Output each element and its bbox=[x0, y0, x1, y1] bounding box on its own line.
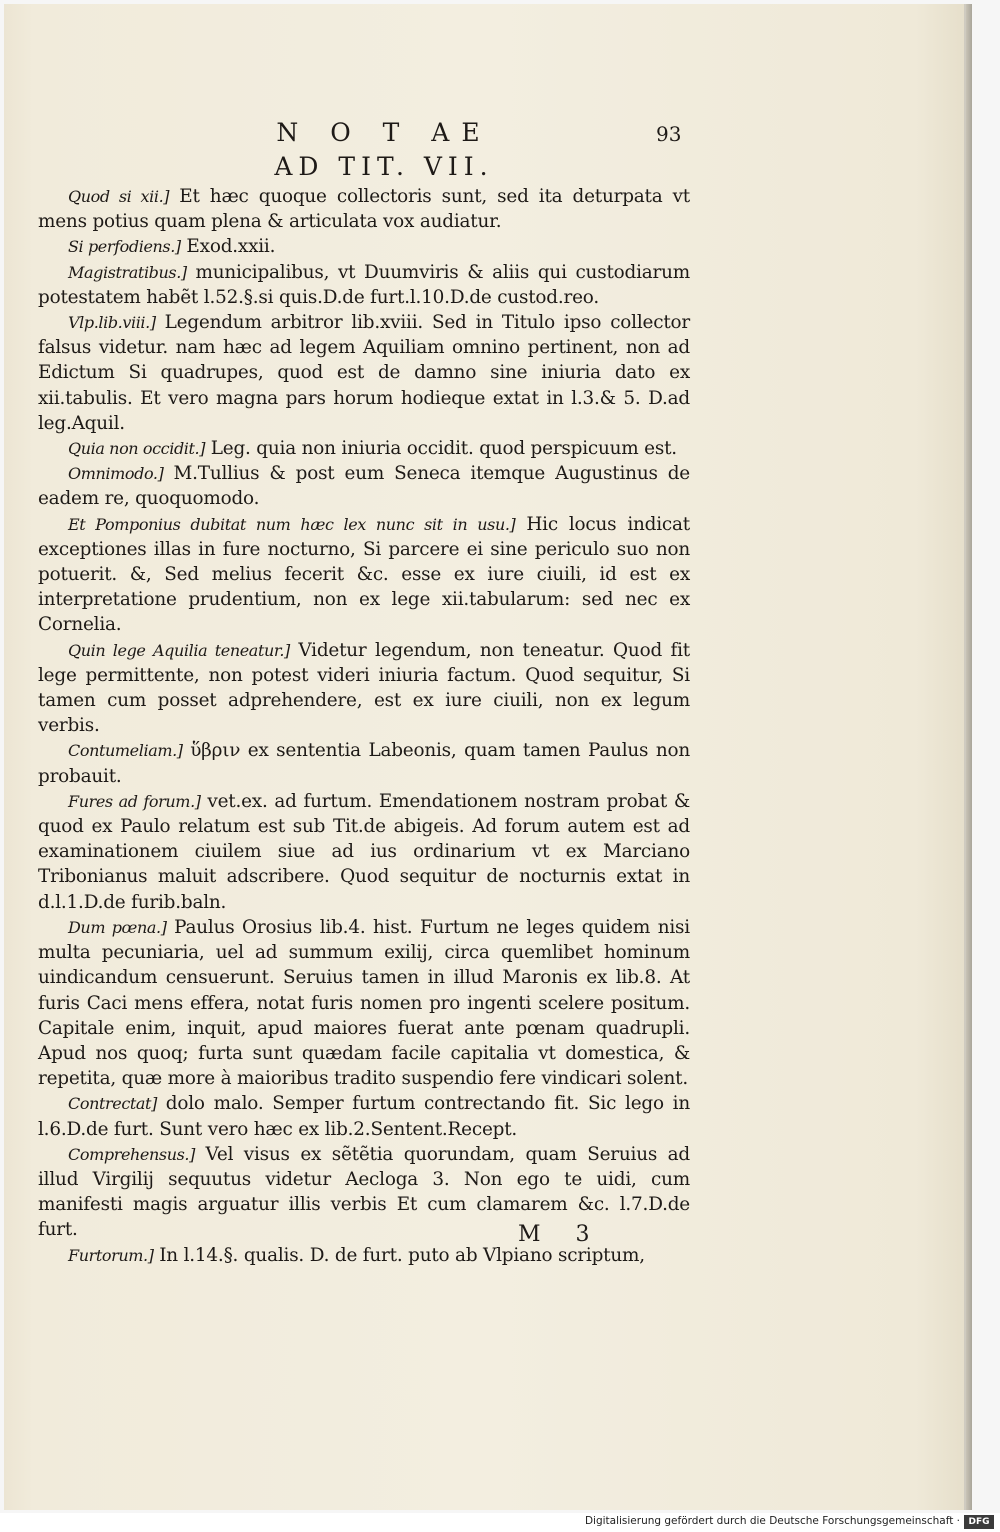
note-paragraph bbox=[38, 638, 690, 739]
note-text: Legendum arbitror lib.xviii. Sed in Titulo ipso collector falsus videtur. nam hæc ad legem Aquiliam omnino pertinent, non ad Edictum Si quadrupes, quod est de damno sine iniuria dato ex xii.tabulis. Et vero magna pars horum hodieque extat in l.3.& 5. D.ad leg.Aquil. bbox=[38, 312, 690, 434]
note-lemma: Si perfodiens.] bbox=[68, 237, 181, 257]
note-paragraph bbox=[38, 260, 690, 310]
signature-mark: M 3 bbox=[518, 1222, 604, 1247]
note-paragraph bbox=[38, 738, 690, 788]
note-lemma: Quia non occidit.] bbox=[68, 439, 206, 459]
note-lemma: Omnimodo.] bbox=[68, 464, 164, 484]
page-edge bbox=[966, 4, 972, 1510]
note-text: Exod.xxii. bbox=[186, 236, 276, 258]
note-text: vet.ex. ad furtum. Emendationem nostram probat & quod ex Paulo relatum est sub Tit.de abigeis. Ad forum autem est ad examinationem ciuilem siue ad ius ordinarium vt ex Marciano Tribonianus maluit adscribere. Quod sequitur de nocturnis extat in d.l.1.D.de furib.baln. bbox=[38, 790, 690, 913]
note-lemma: Quod si xii.] bbox=[68, 187, 170, 206]
note-text: Leg. quia non iniuria occidit. quod perspicuum est. bbox=[210, 438, 677, 460]
page-heading: N O T AE bbox=[276, 118, 492, 147]
page-text-block bbox=[38, 116, 690, 1268]
note-text: Et hæc quoque collectoris sunt, sed ita deturpata vt mens potius quam plena & articulata vox audiatur. bbox=[38, 186, 690, 233]
note-text: Videtur legendum, non teneatur. Quod fit lege permittente, non potest videri iniuria factum. Quod sequitur, Si tamen cum posset adprehendere, est ex iure ciuili, non ex legum verbis. bbox=[38, 639, 690, 737]
note-lemma: Dum pœna.] bbox=[68, 917, 167, 937]
note-lemma: Et Pomponius dubitat num hæc lex nunc sit in usu.] bbox=[68, 514, 516, 534]
note-lemma: Magistratibus.] bbox=[68, 262, 187, 282]
footer-credit: Digitalisierung gefördert durch die Deutsche Forschungsgemeinschaft · bbox=[584, 1515, 960, 1527]
note-paragraph bbox=[38, 1091, 690, 1141]
note-paragraph bbox=[38, 915, 690, 1091]
note-lemma: Comprehensus.] bbox=[68, 1144, 195, 1164]
note-lemma: Fures ad forum.] bbox=[68, 791, 201, 811]
note-text: ὕβριν ex sententia Labeonis, quam tamen Paulus non probauit. bbox=[38, 740, 690, 787]
note-text: Hic locus indicat exceptiones illas in fure nocturno, Si parcere ei sine periculo suo non potuerit. &, Sed melius fecerit &c. esse ex iure ciuili, id est ex interpretatione prudentium, non ex lege xii.tabularum: sed nec ex Cornelia. bbox=[38, 513, 690, 636]
dfg-logo-icon: DFG bbox=[964, 1515, 994, 1529]
note-text: M.Tullius & post eum Seneca itemque Augustinus de eadem re, quoquomodo. bbox=[38, 463, 690, 510]
note-paragraph bbox=[38, 184, 690, 234]
note-text: Vel visus ex sẽtẽtia quorundam, quam Seruius ad illud Virgilij sequutus videtur Aecloga 3. Non ego te uidi, cum manifesti magis arguatur illis verbis Et cum clamarem &c. l.7.D.de furt. bbox=[38, 1143, 690, 1241]
note-paragraph bbox=[38, 789, 690, 915]
note-lemma: Quin lege Aquilia teneatur.] bbox=[68, 640, 290, 660]
note-text: dolo malo. Semper furtum contrectando fit. Sic lego in l.6.D.de furt. Sunt vero hæc ex lib.2.Sentent.Recept. bbox=[38, 1093, 690, 1140]
note-text: In l.14.§. qualis. D. de furt. puto ab Vlpiano scriptum, bbox=[159, 1244, 645, 1266]
note-text: municipalibus, vt Duumviris & aliis qui custodiarum potestatem habẽt l.52.§.si quis.D.de furt.l.10.D.de custod.reo. bbox=[38, 261, 690, 308]
note-lemma: Vlp.lib.viii.] bbox=[68, 313, 156, 333]
note-lemma: Furtorum.] bbox=[68, 1245, 154, 1265]
page-number: 93 bbox=[656, 122, 682, 146]
note-paragraph bbox=[38, 436, 690, 461]
page-subheading: AD TIT. VII. bbox=[274, 152, 494, 181]
note-lemma: Contrectat] bbox=[68, 1094, 157, 1114]
note-paragraph bbox=[38, 310, 690, 436]
note-paragraph bbox=[38, 234, 690, 259]
note-paragraph bbox=[38, 461, 690, 511]
note-lemma: Contumeliam.] bbox=[68, 741, 183, 761]
note-paragraph bbox=[38, 512, 690, 638]
digitization-footer bbox=[0, 1513, 1000, 1532]
note-text: Paulus Orosius lib.4. hist. Furtum ne leges quidem nisi multa pecuniaria, uel ad summum exilij, circa quemlibet hominum uindicandum censuerunt. Seruius tamen in illud Maronis ex lib.8. At furis Caci mens effera, notat furis nomen pro ingenti scelere positum. Capitale enim, inquit, apud maiores fuerat ante pœnam quadrupli. Apud nos quoq; furta sunt quædam facile capitalia vt domestica, & repetita, quæ more à maioribus tradito suspendio fere vindicari solent. bbox=[38, 916, 690, 1090]
